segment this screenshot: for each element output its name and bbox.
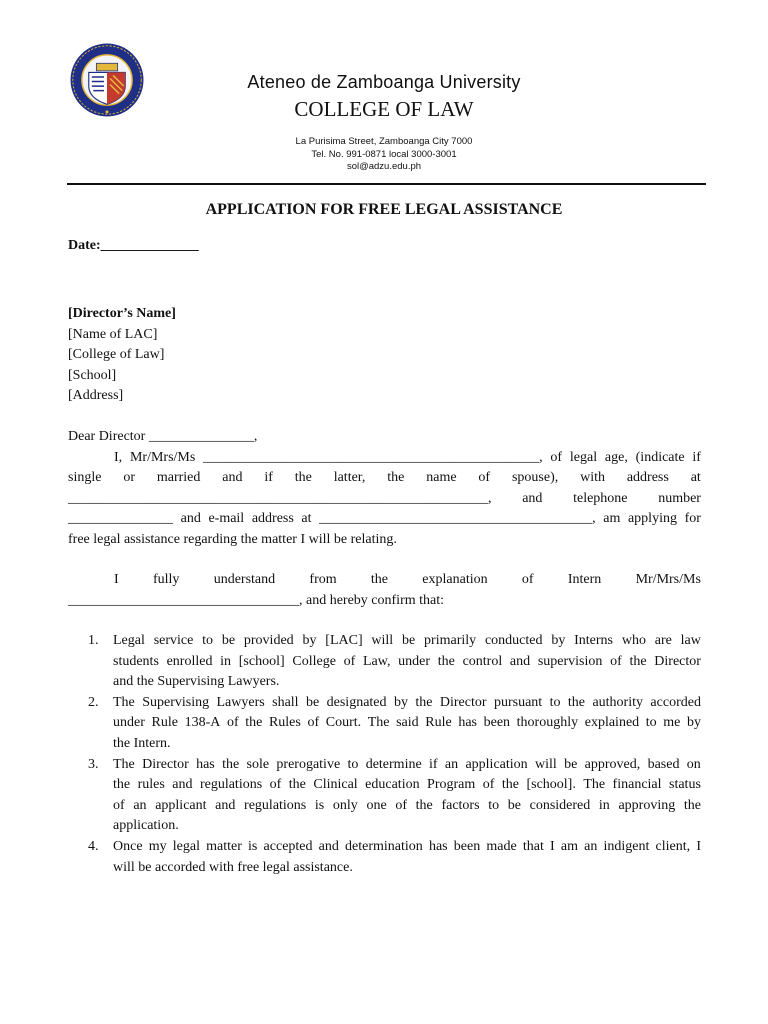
word: Director bbox=[142, 756, 189, 772]
word: rules bbox=[137, 777, 165, 793]
word: at bbox=[690, 470, 701, 486]
word: client, bbox=[655, 838, 691, 854]
word: supervision bbox=[537, 653, 603, 669]
intro-line bbox=[68, 489, 701, 510]
word: primarily bbox=[424, 633, 477, 648]
list-item bbox=[88, 693, 701, 755]
word: am bbox=[560, 838, 578, 854]
word: of bbox=[610, 653, 622, 669]
word: fully bbox=[152, 572, 180, 587]
word: of bbox=[269, 777, 282, 793]
recipient-college: [College of Law] bbox=[68, 347, 165, 363]
date-field: Date:______________ bbox=[68, 238, 199, 253]
word: Director bbox=[439, 694, 487, 710]
recipient-address: [Address] bbox=[68, 388, 124, 404]
word: the bbox=[415, 694, 433, 710]
word: on bbox=[686, 756, 701, 772]
word: Rules bbox=[268, 715, 301, 731]
word: determine bbox=[365, 756, 422, 772]
word: indigent bbox=[603, 838, 650, 854]
word: Once bbox=[113, 838, 143, 854]
word: financial bbox=[612, 777, 662, 793]
word: under bbox=[398, 653, 431, 669]
word: [LAC] bbox=[325, 633, 363, 648]
word: law bbox=[680, 633, 701, 648]
word: an bbox=[584, 838, 598, 854]
intro-line bbox=[68, 448, 701, 469]
word: by bbox=[302, 633, 317, 648]
word: be bbox=[507, 797, 521, 813]
body-paragraph-intro bbox=[68, 427, 701, 551]
word: will bbox=[534, 756, 557, 772]
list-item-line bbox=[113, 755, 701, 776]
university-name: Ateneo de Zamboanga University bbox=[247, 72, 521, 92]
word: I bbox=[696, 838, 701, 854]
word: I bbox=[114, 572, 119, 587]
word: am bbox=[603, 511, 621, 527]
word: designated bbox=[326, 694, 387, 710]
word: regulations bbox=[199, 777, 263, 793]
word: explanation bbox=[422, 572, 488, 587]
word: I bbox=[550, 838, 555, 854]
word: said bbox=[396, 715, 419, 731]
word: application bbox=[465, 756, 528, 772]
word: The bbox=[583, 777, 606, 793]
word: Court. bbox=[325, 715, 362, 731]
word: or bbox=[123, 470, 135, 486]
word: sole bbox=[246, 756, 270, 772]
word: Mr/Mrs/Ms bbox=[129, 449, 196, 465]
word: are bbox=[654, 633, 672, 648]
word: be bbox=[402, 633, 416, 648]
word: _______________ bbox=[68, 511, 173, 527]
word: Lawyers bbox=[216, 694, 265, 710]
word: (indicate bbox=[635, 449, 685, 465]
word: provided bbox=[243, 633, 294, 648]
word: of bbox=[226, 715, 239, 731]
word: service bbox=[153, 633, 194, 648]
word: the bbox=[113, 777, 131, 793]
body-paragraph-understand bbox=[68, 570, 701, 611]
word: education bbox=[365, 777, 420, 793]
word: be bbox=[564, 756, 578, 772]
street-address: La Purisima Street, Zamboanga City 7000 bbox=[295, 136, 473, 147]
recipient-block bbox=[68, 304, 176, 407]
word: approving bbox=[618, 797, 676, 813]
list-number: 2. bbox=[88, 694, 99, 710]
recipient-director-name: [Director’s Name] bbox=[68, 306, 176, 321]
word: Intern bbox=[567, 572, 602, 587]
word: the bbox=[370, 572, 389, 587]
word: only bbox=[332, 797, 358, 813]
word: name bbox=[426, 470, 457, 486]
word: and bbox=[222, 470, 243, 486]
header-divider bbox=[67, 183, 706, 185]
word: from bbox=[309, 572, 337, 587]
list-item-line bbox=[113, 775, 701, 796]
word: under bbox=[113, 715, 145, 731]
understand-line bbox=[68, 570, 701, 591]
word: of bbox=[482, 777, 495, 793]
word: latter, bbox=[333, 470, 366, 486]
list-item bbox=[88, 631, 701, 693]
word: been bbox=[483, 715, 511, 731]
list-number: 4. bbox=[88, 838, 99, 854]
word: of bbox=[343, 653, 356, 669]
word: ____________________________________________________________, bbox=[68, 490, 492, 506]
word: of bbox=[113, 797, 125, 813]
word: The bbox=[367, 715, 390, 731]
word: to bbox=[347, 756, 359, 772]
word: determination bbox=[345, 838, 423, 854]
word: ________________________________________________, bbox=[203, 449, 543, 465]
word: that bbox=[522, 838, 544, 854]
word: by bbox=[551, 633, 566, 648]
word: _______________________________________, bbox=[319, 511, 596, 527]
word: has bbox=[458, 715, 478, 731]
confirmation-list bbox=[88, 631, 701, 878]
word: regulations bbox=[244, 797, 307, 813]
intro-line bbox=[68, 509, 701, 530]
list-item-line: and the Supervising Lawyers. bbox=[113, 674, 280, 690]
telephone: Tel. No. 991-0871 local 3000-3001 bbox=[311, 148, 457, 160]
word: shall bbox=[272, 694, 299, 710]
word: for bbox=[684, 511, 701, 527]
word: authority bbox=[592, 694, 643, 710]
word: The bbox=[113, 756, 135, 772]
word: telephone bbox=[573, 490, 628, 506]
list-number: 1. bbox=[88, 633, 99, 648]
word: students bbox=[113, 653, 159, 669]
word: accorded bbox=[650, 694, 701, 710]
word: Legal bbox=[113, 633, 145, 648]
word: my bbox=[148, 838, 167, 854]
word: thoroughly bbox=[516, 715, 579, 731]
word: based bbox=[647, 756, 680, 772]
word: legal bbox=[569, 449, 598, 465]
word: age, bbox=[604, 449, 628, 465]
list-item-line bbox=[113, 796, 701, 817]
word: prerogative bbox=[276, 756, 341, 772]
word: the bbox=[294, 470, 312, 486]
word: [school]. bbox=[526, 777, 576, 793]
word: been bbox=[453, 838, 481, 854]
word: Rule bbox=[425, 715, 452, 731]
list-item-line bbox=[113, 631, 701, 652]
word: enrolled bbox=[166, 653, 213, 669]
document-title: APPLICATION FOR FREE LEGAL ASSISTANCE bbox=[205, 201, 563, 218]
word: and bbox=[318, 838, 339, 854]
list-item bbox=[88, 755, 701, 837]
word: to bbox=[202, 633, 214, 648]
word: is bbox=[248, 838, 258, 854]
word: the bbox=[683, 797, 701, 813]
list-number: 3. bbox=[88, 756, 99, 772]
word: applicant bbox=[155, 797, 207, 813]
word: of bbox=[395, 797, 408, 813]
word: accepted bbox=[263, 838, 313, 854]
word: e-mail bbox=[208, 511, 245, 527]
word: and bbox=[522, 490, 543, 506]
word: Law, bbox=[362, 653, 391, 669]
word: Interns bbox=[574, 633, 614, 648]
word: Rule bbox=[151, 715, 178, 731]
word: if bbox=[264, 470, 273, 486]
word: Director bbox=[654, 653, 701, 669]
word: the bbox=[629, 653, 647, 669]
word: and bbox=[180, 511, 201, 527]
word: by bbox=[686, 715, 701, 731]
word: one bbox=[366, 797, 387, 813]
salutation: Dear Director _______________, bbox=[68, 429, 258, 444]
word: of bbox=[521, 572, 534, 587]
word: matter bbox=[206, 838, 242, 854]
word: of bbox=[478, 470, 491, 486]
word: [school] bbox=[238, 653, 285, 669]
list-item-line: application. bbox=[113, 818, 179, 834]
word: will bbox=[371, 633, 394, 648]
word: made bbox=[486, 838, 517, 854]
list-item-line bbox=[113, 837, 701, 858]
word: and bbox=[172, 777, 193, 793]
contact-block bbox=[0, 136, 768, 174]
word: Mr/Mrs/Ms bbox=[635, 572, 701, 587]
word: Supervising bbox=[142, 694, 210, 710]
word: to bbox=[549, 694, 561, 710]
word: with bbox=[580, 470, 605, 486]
word: understand bbox=[213, 572, 276, 587]
word: the bbox=[222, 756, 240, 772]
word: the bbox=[245, 715, 263, 731]
word: I, bbox=[114, 449, 123, 465]
word: me bbox=[663, 715, 681, 731]
word: and bbox=[215, 797, 236, 813]
list-item-line bbox=[113, 693, 701, 714]
word: pursuant bbox=[493, 694, 543, 710]
word: married bbox=[156, 470, 201, 486]
email-address: sol@adzu.edu.ph bbox=[346, 161, 422, 172]
word: The bbox=[113, 694, 135, 710]
word: in bbox=[220, 653, 232, 669]
word: control bbox=[462, 653, 503, 669]
word: legal bbox=[172, 838, 200, 854]
word: if bbox=[692, 449, 701, 465]
word: spouse), bbox=[511, 470, 559, 486]
intro-line-last: free legal assistance regarding the matter I will be relating. bbox=[68, 531, 397, 547]
list-item bbox=[88, 837, 701, 878]
word: is bbox=[314, 797, 325, 813]
word: be bbox=[306, 694, 320, 710]
word: the bbox=[567, 694, 586, 710]
word: single bbox=[68, 470, 102, 486]
word: in bbox=[598, 797, 610, 813]
list-item-line: the Intern. bbox=[113, 735, 171, 751]
word: to bbox=[645, 715, 657, 731]
college-name: COLLEGE OF LAW bbox=[294, 97, 474, 121]
word: to bbox=[488, 797, 500, 813]
word: applying bbox=[627, 511, 677, 527]
word: and bbox=[509, 653, 531, 669]
word: of bbox=[550, 449, 563, 465]
word: by bbox=[393, 694, 408, 710]
word: address bbox=[626, 470, 669, 486]
recipient-lac-name: [Name of LAC] bbox=[68, 326, 158, 342]
word: 138-A bbox=[184, 715, 221, 731]
word: at bbox=[301, 511, 312, 527]
word: who bbox=[621, 633, 646, 648]
word: considered bbox=[529, 797, 591, 813]
intro-line bbox=[68, 468, 701, 489]
word: the bbox=[415, 797, 433, 813]
word: status bbox=[669, 777, 701, 793]
understand-line-last: _________________________________, and hereby confirm that: bbox=[68, 592, 445, 608]
word: the bbox=[501, 777, 519, 793]
word: the bbox=[387, 470, 405, 486]
word: be bbox=[221, 633, 236, 648]
word: explained bbox=[584, 715, 640, 731]
word: number bbox=[658, 490, 701, 506]
word: factors bbox=[441, 797, 480, 813]
word: an bbox=[133, 797, 147, 813]
word: has bbox=[196, 756, 215, 772]
word: approved, bbox=[584, 756, 641, 772]
word: the bbox=[437, 653, 455, 669]
word: of bbox=[307, 715, 320, 731]
word: an bbox=[444, 756, 459, 772]
word: Program bbox=[427, 777, 476, 793]
word: conducted bbox=[484, 633, 543, 648]
list-item-line: will be accorded with free legal assistance. bbox=[113, 859, 353, 875]
word: if bbox=[429, 756, 438, 772]
word: the bbox=[288, 777, 306, 793]
list-item-line bbox=[113, 713, 701, 734]
list-item-line bbox=[113, 652, 701, 673]
recipient-school: [School] bbox=[68, 367, 117, 383]
word: Clinical bbox=[313, 777, 358, 793]
word: has bbox=[428, 838, 448, 854]
word: College bbox=[292, 653, 336, 669]
word: address bbox=[251, 511, 294, 527]
